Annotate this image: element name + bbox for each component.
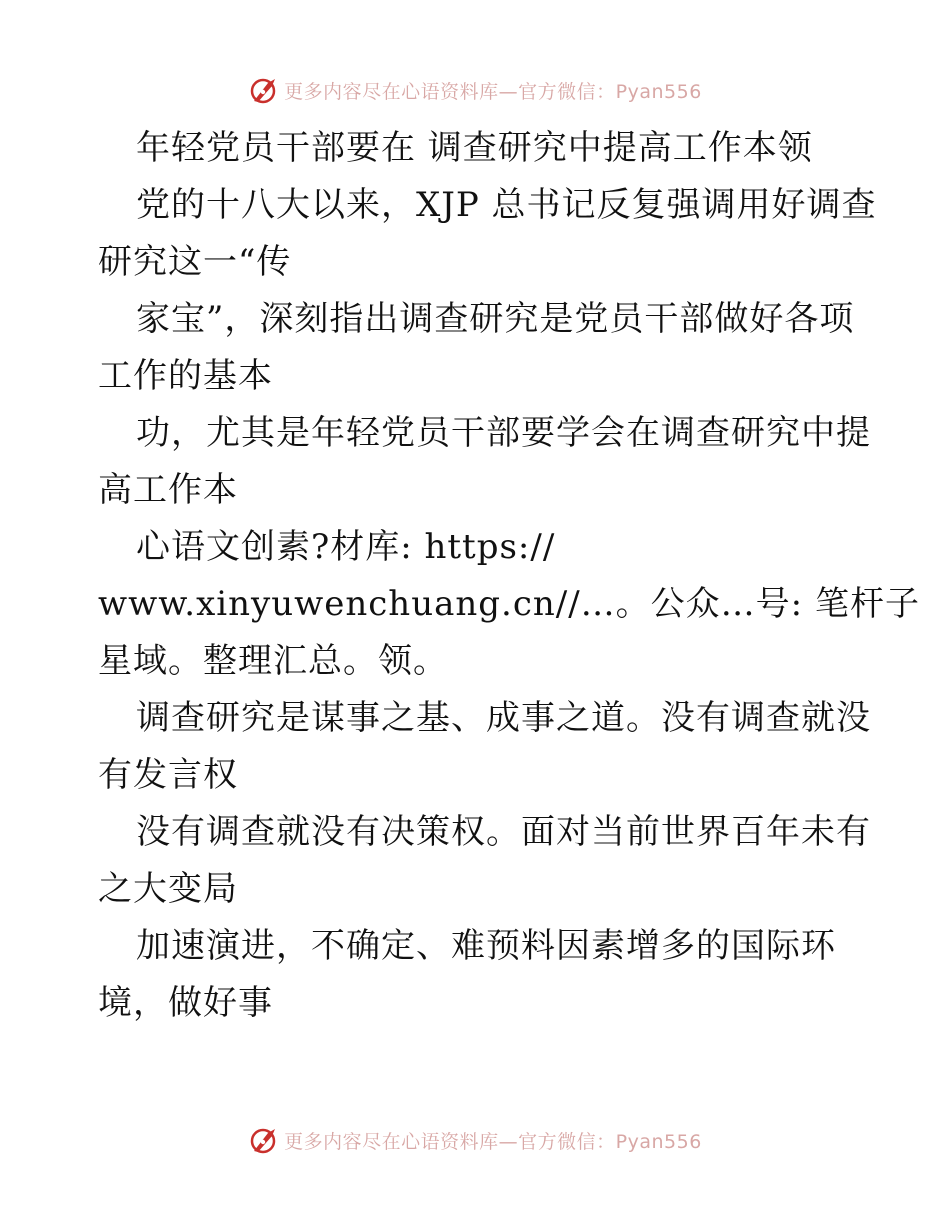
paragraph-line: 之大变局 [98,869,238,909]
paragraph-line: 有发言权 [98,755,238,795]
paragraph-line: 工作的基本 [98,356,273,396]
paragraph-line: 没有调查就没有决策权。面对当前世界百年未有 [136,812,871,852]
pen-nib-circle-icon [248,74,280,106]
footer-banner-inner [248,1124,702,1156]
document-title: 年轻党员干部要在 调查研究中提高工作本领 [136,128,813,168]
header-banner [0,70,950,110]
paragraph-line: 心语文创素?材库: https:// [136,527,556,567]
paragraph-line: 党的十八大以来，XJP 总书记反复强调用好调查 [136,185,877,225]
header-banner-inner [248,74,702,106]
paragraph-line: 家宝”，深刻指出调查研究是党员干部做好各项 [136,299,855,339]
paragraph-line: 调查研究是谋事之基、成事之道。没有调查就没 [136,698,871,738]
paragraph-line: 加速演进，不确定、难预料因素增多的国际环 [136,926,836,966]
footer-banner-text: 更多内容尽在心语资料库—官方微信：Pyan556 [284,1130,702,1153]
paragraph-line: 高工作本 [98,470,238,510]
paragraph-line: www.xinyuwenchuang.cn//…。公众…号: 笔杆子 [98,584,920,624]
paragraph-line: 功，尤其是年轻党员干部要学会在调查研究中提 [136,413,871,453]
footer-banner [0,1120,950,1160]
paragraph-line: 境，做好事 [98,983,273,1023]
header-banner-text: 更多内容尽在心语资料库—官方微信：Pyan556 [284,80,702,103]
document-body [98,120,920,1032]
paragraph-line: 研究这一“传 [98,242,292,282]
paragraph-line: 星域。整理汇总。领。 [98,641,448,681]
pen-nib-circle-icon [248,1124,280,1156]
